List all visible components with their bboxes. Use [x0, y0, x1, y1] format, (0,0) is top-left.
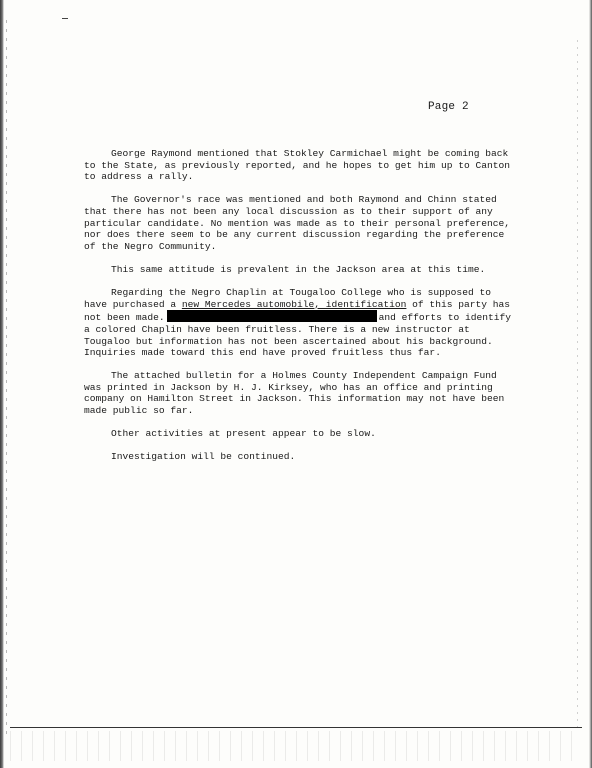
paragraph-4-part-c: and efforts to identify a colored Chaplin have been fruitless. There is a new instructor at Tougaloo but information has not been ascertained about his background. Inquiries made toward this end have proved fruitless thus far.: [84, 312, 512, 359]
scan-bottom-rule: [10, 727, 582, 728]
scan-noise-right: [577, 40, 578, 730]
paragraph-6: Other activities at present appear to be slow.: [111, 428, 376, 440]
paragraph-4: [84, 287, 514, 359]
paragraph-4-part-a: Regarding the Negro Chaplin at Tougaloo College who is supposed to have purchased a: [84, 287, 491, 310]
paragraph-4-part-b: of this party has not been made.: [84, 298, 511, 324]
paragraph-4-underlined: new Mercedes automobile, identification: [181, 298, 407, 310]
scan-mark: [62, 18, 68, 19]
paragraph-3: This same attitude is prevalent in the Jackson area at this time.: [111, 263, 486, 275]
scan-bottom-noise: [10, 731, 582, 761]
redaction-block: [167, 310, 377, 322]
paragraph-2: The Governor's race was mentioned and both Raymond and Chinn stated that there has not been any local discussion as to their support of any particular candidate. No mention was made as to their personal preference, nor does there seem to be any current discussion regarding the preference of the Negro Community.: [84, 194, 511, 252]
page-number: Page 2: [428, 101, 469, 113]
paragraph-1: George Raymond mentioned that Stokley Carmichael might be coming back to the State, as previously reported, and he hopes to get him up to Canton to address a rally.: [84, 148, 511, 183]
document-body: [84, 148, 514, 475]
scan-noise-left: [6, 20, 7, 740]
paragraph-7: Investigation will be continued.: [111, 451, 296, 463]
paragraph-5: The attached bulletin for a Holmes County Independent Campaign Fund was printed in Jackson by H. J. Kirksey, who has an office and printing company on Hamilton Street in Jackson. This information may not have been made public so far.: [84, 370, 505, 417]
scan-edge-left: [0, 0, 4, 768]
